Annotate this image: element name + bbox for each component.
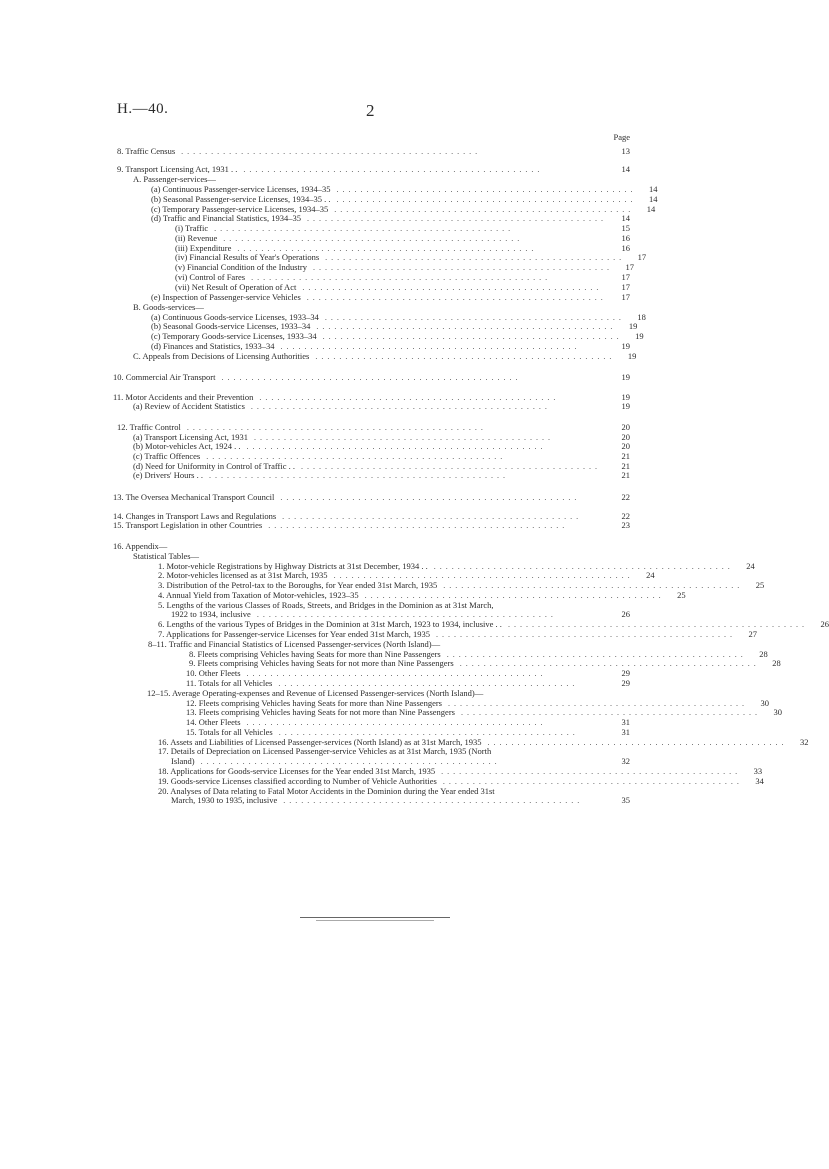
toc-entry-title: Island): [171, 756, 195, 766]
toc-entry-title: 9. Transport Licensing Act, 1931 . .: [117, 164, 238, 174]
toc-entry-page: 14: [621, 164, 630, 174]
toc-dot-leader: . . . . . . . . . . . . . . . . . . . . . . . . . . . . . . . . . . . . . . . . . . . . . . . . . .: [237, 244, 535, 253]
toc-entry: [151, 331, 644, 341]
toc-entry: [133, 401, 630, 411]
toc-entry: [186, 727, 630, 737]
toc-dot-leader: . . . . . . . . . . . . . . . . . . . . . . . . . . . . . . . . . . . . . . . . . . . . . . . . . .: [206, 452, 504, 461]
toc-entry-title: (iv) Financial Results of Year's Operations: [175, 252, 320, 262]
toc-dot-leader: . . . . . . . . . . . . . . . . . . . . . . . . . . . . . . . . . . . . . . . . . . . . . . . . . .: [223, 234, 521, 243]
toc-dot-leader: . . . . . . . . . . . . . . . . . . . . . . . . . . . . . . . . . . . . . . . . . . . . . . . . . .: [208, 471, 506, 480]
toc-dot-leader: . . . . . . . . . . . . . . . . . . . . . . . . . . . . . . . . . . . . . . . . . . . . . . . . . .: [322, 332, 620, 341]
toc-dot-leader: . . . . . . . . . . . . . . . . . . . . . . . . . . . . . . . . . . . . . . . . . . . . . . . . . .: [443, 581, 741, 590]
toc-entry: [171, 795, 630, 805]
toc-dot-leader: . . . . . . . . . . . . . . . . . . . . . . . . . . . . . . . . . . . . . . . . . . . . . . . . . .: [459, 659, 757, 668]
toc-entry-title: (a) Review of Accident Statistics: [133, 401, 245, 411]
toc-entry-title: Statistical Tables—: [133, 551, 200, 561]
toc-dot-leader: . . . . . . . . . . . . . . . . . . . . . . . . . . . . . . . . . . . . . . . . . . . . . . . . . .: [446, 650, 744, 659]
toc-dot-leader: . . . . . . . . . . . . . . . . . . . . . . . . . . . . . . . . . . . . . . . . . . . . . . . . . .: [315, 352, 613, 361]
toc-entry: [189, 658, 781, 668]
toc-dot-leader: . . . . . . . . . . . . . . . . . . . . . . . . . . . . . . . . . . . . . . . . . . . . . . . . . .: [280, 493, 578, 502]
toc-entry-title: (a) Continuous Passenger-service Licenses, 1934–35: [151, 184, 331, 194]
toc-entry-page: 16: [621, 233, 630, 243]
toc-entry: [133, 351, 637, 361]
toc-dot-leader: . . . . . . . . . . . . . . . . . . . . . . . . . . . . . . . . . . . . . . . . . . . . . . . . . .: [221, 373, 519, 382]
toc-dot-leader: . . . . . . . . . . . . . . . . . . . . . . . . . . . . . . . . . . . . . . . . . . . . . . . . . .: [278, 679, 576, 688]
toc-entry-page: 21: [621, 451, 630, 461]
toc-entry-page: 19: [635, 331, 644, 341]
toc-dot-leader: . . . . . . . . . . . . . . . . . . . . . . . . . . . . . . . . . . . . . . . . . . . . . . . . . .: [442, 777, 740, 786]
toc-entry: [175, 272, 630, 282]
toc-entry: [133, 451, 630, 461]
toc-entry-title: 17. Details of Depreciation on Licensed Passenger-service Vehicles as at 31st March, 1935 (North: [158, 746, 492, 756]
toc-dot-leader: . . . . . . . . . . . . . . . . . . . . . . . . . . . . . . . . . . . . . . . . . . . . . . . . . .: [306, 293, 604, 302]
toc-entry-title: (e) Inspection of Passenger-service Vehicles: [151, 292, 301, 302]
toc-dot-leader: . . . . . . . . . . . . . . . . . . . . . . . . . . . . . . . . . . . . . . . . . . . . . . . . . .: [243, 165, 541, 174]
toc-entry-page: 30: [773, 707, 782, 717]
toc-entry-page: 19: [628, 321, 638, 331]
toc-entry-title: A. Passenger-services—: [133, 174, 216, 184]
closing-rule-short: [316, 920, 434, 921]
toc-entry-page: 17: [625, 262, 634, 272]
toc-entry-page: 29: [621, 668, 630, 678]
toc-dot-leader: . . . . . . . . . . . . . . . . . . . . . . . . . . . . . . . . . . . . . . . . . . . . . . . . . .: [268, 521, 566, 530]
toc-entry-page: 32: [799, 737, 809, 747]
toc-entry-page: 17: [621, 292, 630, 302]
toc-entry-title: 8–11. Traffic and Financial Statistics of Licensed Passenger-services (North Island)—: [148, 639, 441, 649]
toc-entry-title: 14. Other Fleets: [186, 717, 241, 727]
toc-entry-title: (c) Traffic Offences: [133, 451, 201, 461]
toc-entry-title: 16. Assets and Liabilities of Licensed Passenger-services (North Island) as at 31st March, 1935: [158, 737, 482, 747]
toc-dot-leader: . . . . . . . . . . . . . . . . . . . . . . . . . . . . . . . . . . . . . . . . . . . . . . . . . .: [316, 322, 614, 331]
toc-entry-title: 10. Other Fleets: [186, 668, 241, 678]
toc-entry-title: 14. Changes in Transport Laws and Regulations: [113, 511, 277, 521]
toc-entry: [186, 678, 630, 688]
toc-dot-leader: . . . . . . . . . . . . . . . . . . . . . . . . . . . . . . . . . . . . . . . . . . . . . . . . . .: [246, 669, 544, 678]
toc-entry-page: 20: [621, 432, 630, 442]
toc-entry-page: 27: [748, 629, 757, 639]
toc-dot-leader: . . . . . . . . . . . . . . . . . . . . . . . . . . . . . . . . . . . . . . . . . . . . . . . . . .: [283, 796, 581, 805]
toc-dot-leader: . . . . . . . . . . . . . . . . . . . . . . . . . . . . . . . . . . . . . . . . . . . . . . . . . .: [436, 630, 733, 639]
page-column-label: Page: [613, 132, 630, 142]
toc-entry-page: 35: [621, 795, 630, 805]
toc-entry-title: 8. Fleets comprising Vehicles having Seats for more than Nine Passengers: [189, 649, 441, 659]
toc-entry-page: 25: [755, 580, 765, 590]
toc-entry-title: 7. Applications for Passenger-service Licenses for Year ended 31st March, 1935: [158, 629, 430, 639]
toc-dot-leader: . . . . . . . . . . . . . . . . . . . . . . . . . . . . . . . . . . . . . . . . . . . . . . . . . .: [334, 205, 632, 214]
toc-entry: [117, 422, 630, 432]
toc-entry: [133, 302, 630, 312]
toc-entry: [171, 609, 630, 619]
toc-entry-page: 18: [637, 312, 646, 322]
toc-entry-page: 19: [621, 392, 630, 402]
toc-entry-page: 22: [621, 492, 630, 502]
toc-entry: [175, 262, 634, 272]
toc-entry-title: 12. Fleets comprising Vehicles having Seats for more than Nine Passengers: [186, 698, 442, 708]
toc-entry-page: 14: [648, 184, 658, 194]
toc-entry-title: C. Appeals from Decisions of Licensing Authorities: [133, 351, 310, 361]
toc-entry-title: (b) Seasonal Goods-service Licenses, 1933–34: [151, 321, 311, 331]
toc-entry: [151, 292, 630, 302]
toc-entry: [175, 233, 630, 243]
toc-entry-title: 13. Fleets comprising Vehicles having Seats for not more than Nine Passengers: [186, 707, 455, 717]
toc-entry-title: (b) Seasonal Passenger-service Licenses, 1934–35 . .: [151, 194, 331, 204]
toc-entry-page: 33: [753, 766, 763, 776]
toc-entry-page: 17: [621, 282, 630, 292]
toc-entry: [158, 570, 655, 580]
toc-entry-page: 17: [637, 252, 647, 262]
toc-entry: [186, 717, 630, 727]
toc-entry-page: 25: [677, 590, 686, 600]
toc-dot-leader: . . . . . . . . . . . . . . . . . . . . . . . . . . . . . . . . . . . . . . . . . . . . . . . . . .: [214, 224, 512, 233]
toc-entry: [151, 213, 630, 223]
toc-entry-page: 31: [621, 727, 630, 737]
toc-entry-title: (vi) Control of Fares: [175, 272, 246, 282]
toc-dot-leader: . . . . . . . . . . . . . . . . . . . . . . . . . . . . . . . . . . . . . . . . . . . . . . . . . .: [507, 620, 805, 629]
toc-dot-leader: . . . . . . . . . . . . . . . . . . . . . . . . . . . . . . . . . . . . . . . . . . . . . . . . . .: [256, 610, 554, 619]
toc-entry-page: 34: [755, 776, 764, 786]
toc-entry: [186, 707, 782, 717]
toc-entry: [147, 688, 630, 698]
toc-entry-page: 15: [621, 223, 630, 233]
toc-entry-title: 9. Fleets comprising Vehicles having Seats for not more than Nine Passengers: [189, 658, 454, 668]
toc-entry-title: (d) Traffic and Financial Statistics, 1934–35: [151, 213, 301, 223]
toc-entry-title: (d) Need for Uniformity in Control of Traffic . .: [133, 461, 296, 471]
toc-entry-title: (b) Motor-vehicles Act, 1924 . .: [133, 441, 241, 451]
toc-entry: [117, 146, 630, 156]
toc-entry-page: 19: [627, 351, 637, 361]
toc-entry-title: 18. Applications for Goods-service Licenses for the Year ended 31st March, 1935: [158, 766, 436, 776]
toc-entry: [158, 590, 686, 600]
toc-entry-page: 16: [621, 243, 630, 253]
toc-entry-title: (iii) Expenditure: [175, 243, 232, 253]
toc-entry: [148, 639, 630, 649]
toc-entry: [133, 551, 630, 561]
toc-entry: [151, 184, 658, 194]
toc-entry-title: 16. Appendix—: [113, 541, 168, 551]
toc-dot-leader: . . . . . . . . . . . . . . . . . . . . . . . . . . . . . . . . . . . . . . . . . . . . . . . . . .: [186, 423, 484, 432]
toc-entry-title: 1922 to 1934, inclusive: [171, 609, 251, 619]
toc-entry-title: 3. Distribution of the Petrol-tax to the Boroughs, for Year ended 31st March, 1935: [158, 580, 438, 590]
toc-dot-leader: . . . . . . . . . . . . . . . . . . . . . . . . . . . . . . . . . . . . . . . . . . . . . . . . . .: [181, 147, 479, 156]
toc-entry: [171, 756, 630, 766]
toc-entry: [133, 441, 630, 451]
toc-entry-title: 19. Goods-service Licenses classified according to Number of Vehicle Authorities: [158, 776, 437, 786]
toc-entry-page: 14: [648, 194, 658, 204]
toc-entry-title: 12–15. Average Operating-expenses and Revenue of Licensed Passenger-services (North Island)—: [147, 688, 484, 698]
toc-dot-leader: . . . . . . . . . . . . . . . . . . . . . . . . . . . . . . . . . . . . . . . . . . . . . . . . . .: [312, 263, 610, 272]
toc-dot-leader: . . . . . . . . . . . . . . . . . . . . . . . . . . . . . . . . . . . . . . . . . . . . . . . . . .: [250, 402, 548, 411]
toc-entry: [113, 541, 630, 551]
toc-entry-page: 21: [621, 461, 630, 471]
toc-entry: [158, 746, 630, 756]
toc-dot-leader: . . . . . . . . . . . . . . . . . . . . . . . . . . . . . . . . . . . . . . . . . . . . . . . . . .: [433, 562, 731, 571]
toc-dot-leader: . . . . . . . . . . . . . . . . . . . . . . . . . . . . . . . . . . . . . . . . . . . . . . . . . .: [307, 214, 604, 223]
toc-entry-title: (a) Continuous Goods-service Licenses, 1933–34: [151, 312, 319, 322]
toc-entry-title: 10. Commercial Air Transport: [113, 372, 216, 382]
toc-entry-page: 21: [621, 470, 630, 480]
toc-dot-leader: . . . . . . . . . . . . . . . . . . . . . . . . . . . . . . . . . . . . . . . . . . . . . . . . . .: [251, 273, 549, 282]
toc-entry-title: 6. Lengths of the various Types of Bridges in the Dominion at 31st March, 1923 to 1934, inclusive . .: [158, 619, 502, 629]
toc-entry-page: 28: [759, 649, 768, 659]
toc-dot-leader: . . . . . . . . . . . . . . . . . . . . . . . . . . . . . . . . . . . . . . . . . . . . . . . . . .: [487, 738, 785, 747]
toc-entry-title: (i) Traffic: [175, 223, 209, 233]
toc-entry-title: (c) Temporary Passenger-service Licenses, 1934–35: [151, 204, 329, 214]
toc-entry-page: 28: [772, 658, 781, 668]
page-header-number: 2: [366, 101, 375, 120]
toc-entry-page: 14: [646, 204, 656, 214]
toc-entry-title: 15. Totals for all Vehicles: [186, 727, 273, 737]
toc-entry-title: (a) Transport Licensing Act, 1931: [133, 432, 248, 442]
toc-entry: [113, 520, 630, 530]
toc-dot-leader: . . . . . . . . . . . . . . . . . . . . . . . . . . . . . . . . . . . . . . . . . . . . . . . . . .: [302, 283, 600, 292]
toc-entry-page: 14: [621, 213, 630, 223]
toc-entry: [158, 619, 829, 629]
toc-entry-page: 24: [646, 570, 655, 580]
toc-entry: [151, 341, 630, 351]
toc-entry-title: 15. Transport Legislation in other Countries: [113, 520, 263, 530]
toc-dot-leader: . . . . . . . . . . . . . . . . . . . . . . . . . . . . . . . . . . . . . . . . . . . . . . . . . .: [246, 718, 544, 727]
toc-dot-leader: . . . . . . . . . . . . . . . . . . . . . . . . . . . . . . . . . . . . . . . . . . . . . . . . . .: [253, 433, 551, 442]
toc-entry-page: 19: [621, 372, 630, 382]
toc-entry-title: (v) Financial Condition of the Industry: [175, 262, 307, 272]
toc-entry-title: 11. Motor Accidents and their Prevention: [113, 392, 254, 402]
toc-entry: [151, 194, 658, 204]
toc-entry-title: (ii) Revenue: [175, 233, 218, 243]
toc-dot-leader: . . . . . . . . . . . . . . . . . . . . . . . . . . . . . . . . . . . . . . . . . . . . . . . . . .: [280, 342, 578, 351]
toc-entry-title: (c) Temporary Goods-service Licenses, 1933–34: [151, 331, 317, 341]
toc-entry: [133, 174, 630, 184]
toc-entry-title: 4. Annual Yield from Taxation of Motor-vehicles, 1923–35: [158, 590, 359, 600]
toc-entry: [175, 252, 647, 262]
toc-entry-page: 32: [621, 756, 630, 766]
toc-dot-leader: . . . . . . . . . . . . . . . . . . . . . . . . . . . . . . . . . . . . . . . . . . . . . . . . . .: [460, 708, 758, 717]
toc-dot-leader: . . . . . . . . . . . . . . . . . . . . . . . . . . . . . . . . . . . . . . . . . . . . . . . . . .: [324, 313, 622, 322]
toc-dot-leader: . . . . . . . . . . . . . . . . . . . . . . . . . . . . . . . . . . . . . . . . . . . . . . . . . .: [447, 699, 745, 708]
toc-dot-leader: . . . . . . . . . . . . . . . . . . . . . . . . . . . . . . . . . . . . . . . . . . . . . . . . . .: [246, 442, 544, 451]
toc-entry: [113, 372, 630, 382]
toc-entry-page: 20: [621, 422, 630, 432]
toc-dot-leader: . . . . . . . . . . . . . . . . . . . . . . . . . . . . . . . . . . . . . . . . . . . . . . . . . .: [333, 571, 631, 580]
toc-entry: [113, 492, 630, 502]
toc-entry-title: 13. The Oversea Mechanical Transport Council: [113, 492, 275, 502]
page-header-code: H.—40.: [117, 101, 169, 117]
toc-dot-leader: . . . . . . . . . . . . . . . . . . . . . . . . . . . . . . . . . . . . . . . . . . . . . . . . . .: [364, 591, 662, 600]
toc-entry-page: 26: [621, 609, 630, 619]
toc-entry-page: 20: [621, 441, 630, 451]
toc-dot-leader: . . . . . . . . . . . . . . . . . . . . . . . . . . . . . . . . . . . . . . . . . . . . . . . . . .: [278, 728, 576, 737]
toc-entry-page: 26: [820, 619, 829, 629]
toc-entry: [158, 776, 764, 786]
toc-entry-page: 24: [746, 561, 755, 571]
toc-entry-title: 11. Totals for all Vehicles: [186, 678, 273, 688]
toc-dot-leader: . . . . . . . . . . . . . . . . . . . . . . . . . . . . . . . . . . . . . . . . . . . . . . . . . .: [200, 757, 498, 766]
toc-entry: [175, 282, 630, 292]
toc-entry: [158, 766, 763, 776]
toc-entry-page: 13: [621, 146, 630, 156]
toc-entry-title: (e) Drivers' Hours . .: [133, 470, 203, 480]
toc-entry-page: 29: [621, 678, 630, 688]
toc-entry-page: 23: [621, 520, 630, 530]
toc-entry-title: 8. Traffic Census: [117, 146, 176, 156]
toc-entry-page: 19: [621, 401, 630, 411]
toc-dot-leader: . . . . . . . . . . . . . . . . . . . . . . . . . . . . . . . . . . . . . . . . . . . . . . . . . .: [336, 185, 634, 194]
toc-entry-title: (d) Finances and Statistics, 1933–34: [151, 341, 275, 351]
toc-entry-title: 12. Traffic Control: [117, 422, 181, 432]
toc-entry-title: 5. Lengths of the various Classes of Roads, Streets, and Bridges in the Dominion as at 31st March,: [158, 600, 494, 610]
toc-dot-leader: . . . . . . . . . . . . . . . . . . . . . . . . . . . . . . . . . . . . . . . . . . . . . . . . . .: [441, 767, 739, 776]
toc-entry-page: 22: [621, 511, 630, 521]
toc-entry: [133, 470, 630, 480]
toc-entry: [151, 321, 638, 331]
toc-entry: [158, 629, 757, 639]
toc-dot-leader: . . . . . . . . . . . . . . . . . . . . . . . . . . . . . . . . . . . . . . . . . . . . . . . . . .: [301, 462, 599, 471]
toc-dot-leader: . . . . . . . . . . . . . . . . . . . . . . . . . . . . . . . . . . . . . . . . . . . . . . . . . .: [325, 253, 623, 262]
toc-dot-leader: . . . . . . . . . . . . . . . . . . . . . . . . . . . . . . . . . . . . . . . . . . . . . . . . . .: [336, 195, 634, 204]
toc-entry-title: 2. Motor-vehicles licensed as at 31st March, 1935: [158, 570, 328, 580]
toc-entry-title: 1. Motor-vehicle Registrations by Highway Districts at 31st December, 1934 . .: [158, 561, 428, 571]
toc-entry: [117, 164, 630, 174]
toc-entry-title: B. Goods-services—: [133, 302, 204, 312]
toc-entry-title: (vii) Net Result of Operation of Act: [175, 282, 297, 292]
toc-entry: [158, 580, 765, 590]
toc-entry: [175, 223, 630, 233]
closing-rule: [300, 917, 450, 918]
toc-entry: [186, 668, 630, 678]
toc-dot-leader: . . . . . . . . . . . . . . . . . . . . . . . . . . . . . . . . . . . . . . . . . . . . . . . . . .: [259, 393, 557, 402]
toc-dot-leader: . . . . . . . . . . . . . . . . . . . . . . . . . . . . . . . . . . . . . . . . . . . . . . . . . .: [282, 512, 580, 521]
toc-entry-page: 19: [621, 341, 630, 351]
toc-entry-title: March, 1930 to 1935, inclusive: [171, 795, 278, 805]
toc-entry-title: 20. Analyses of Data relating to Fatal Motor Accidents in the Dominion during the Year ended 31st: [158, 786, 495, 796]
toc-entry-page: 17: [621, 272, 630, 282]
toc-entry-page: 30: [760, 698, 769, 708]
toc-entry-page: 31: [621, 717, 630, 727]
